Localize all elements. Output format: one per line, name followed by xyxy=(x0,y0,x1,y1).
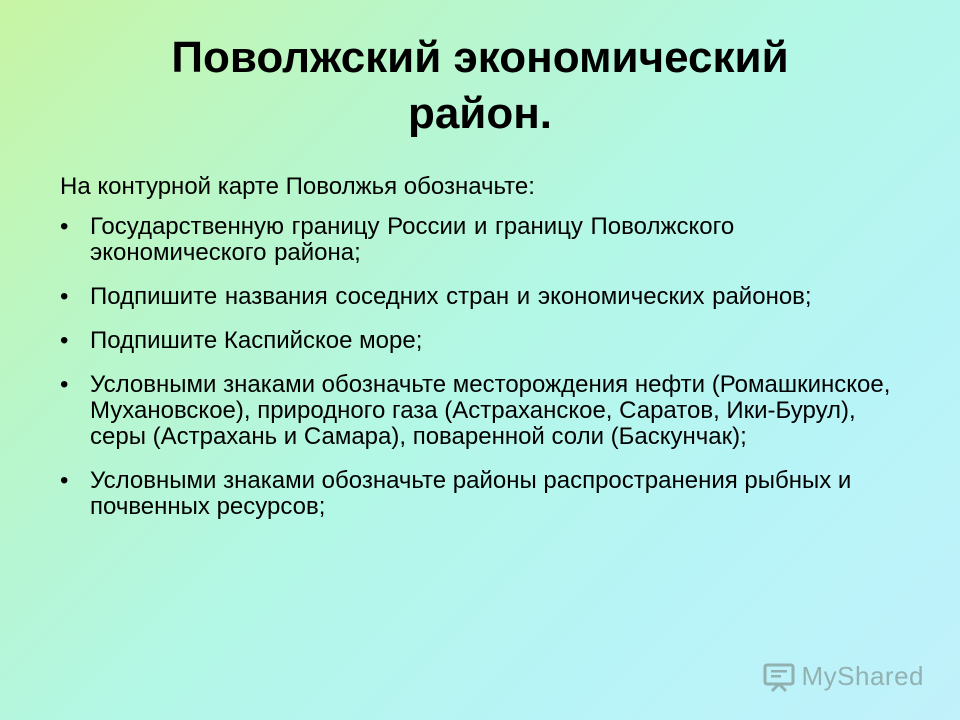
slide-title-line-2: район. xyxy=(407,89,553,138)
intro-text: На контурной карте Поволжья обозначьте: xyxy=(60,173,535,200)
bullet-item xyxy=(60,468,910,520)
bullet-marker: • xyxy=(60,371,69,398)
bullet-marker: • xyxy=(60,467,69,494)
bullet-item xyxy=(60,214,910,266)
bullet-item xyxy=(60,372,910,450)
slide-title xyxy=(80,30,880,142)
bullet-marker: • xyxy=(60,327,69,354)
presentation-board-icon xyxy=(762,662,796,692)
watermark-text: MyShared xyxy=(801,661,924,691)
bullet-item xyxy=(60,328,910,354)
bullet-text: Подпишите Каспийское море; xyxy=(90,327,423,354)
bullet-marker: • xyxy=(60,283,69,310)
watermark xyxy=(762,661,925,692)
bullet-text: Подпишите названия соседних стран и экономических районов; xyxy=(90,283,812,310)
slide-title-line-1: Поволжский экономический xyxy=(171,33,789,82)
bullet-marker: • xyxy=(60,213,69,240)
bullet-item xyxy=(60,284,910,310)
bullet-list xyxy=(60,214,910,538)
bullet-text: Условными знаками обозначьте районы распространения рыбных и почвенных ресурсов; xyxy=(90,467,852,520)
bullet-text: Условными знаками обозначьте месторождения нефти (Ромашкинское, Мухановское), природного газа (Астраханское, Саратов, Ики-Бурул), серы (Астрахань и Самара), поваренной соли (Баскунчак); xyxy=(90,371,891,450)
bullet-text: Государственную границу России и границу Поволжского экономического района; xyxy=(90,213,735,266)
